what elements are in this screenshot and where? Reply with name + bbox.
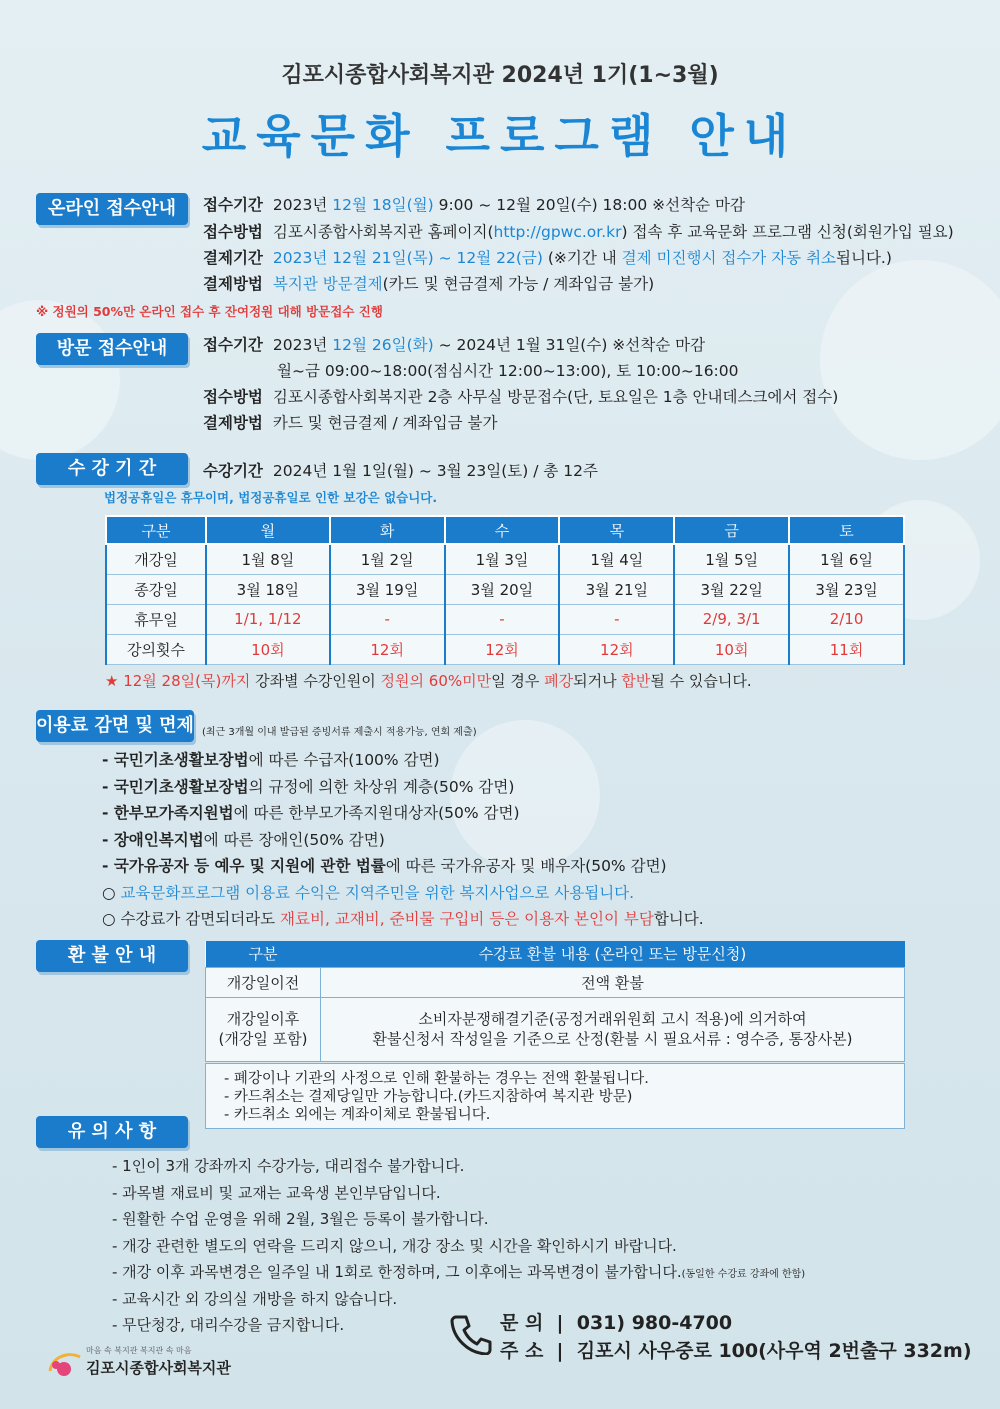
list-item: ○ 수강료가 감면되더라도 재료비, 교재비, 준비물 구입비 등은 이용자 본인이 부담합니다. (102, 910, 704, 928)
online-row-period: 접수기간 2023년 12월 18일(월) 9:00 ~ 12월 20일(수) 18:00 ※선착순 마감 (203, 196, 745, 214)
list-item: - 국민기초생활보장법에 따른 수급자(100% 감면) (102, 751, 440, 769)
table-row: 강의횟수 10회 12회 12회 12회 10회 11회 (106, 634, 904, 664)
col-header: 수강료 환불 내용 (온라인 또는 방문신청) (321, 941, 905, 967)
col-header: 구분 (106, 516, 206, 544)
col-header: 수 (445, 516, 560, 544)
online-row-method: 접수방법 김포시종합사회복지관 홈페이지(http://gpwc.or.kr) 접속 후 교육문화 프로그램 신청(회원가입 필요) (203, 223, 954, 241)
list-item: - 개강 관련한 별도의 연락을 드리지 않으니, 개강 장소 및 시간을 확인하시기 바랍니다. (112, 1236, 677, 1255)
col-header: 토 (789, 516, 904, 544)
period-row: 수강기간 2024년 1월 1일(월) ~ 3월 23일(토) / 총 12주 (203, 462, 598, 480)
col-header: 구분 (206, 941, 321, 967)
online-row-payment-period: 결제기간 2023년 12월 21일(목) ~ 12월 22(금) (※기간 내 결제 미진행시 접수가 자동 취소됩니다.) (203, 249, 892, 267)
list-item: - 개강 이후 과목변경은 일주일 내 1회로 한정하며, 그 이후에는 과목변경이 불가합니다.(동일한 수강료 강좌에 한함) (112, 1263, 806, 1281)
table-row: 종강일 3월 18일 3월 19일 3월 20일 3월 21일 3월 22일 3월 23일 (106, 574, 904, 604)
refund-notes (205, 1063, 905, 1129)
list-item: - 1인이 3개 강좌까지 수강가능, 대리접수 불가합니다. (112, 1157, 465, 1175)
discount-badge: 이용료 감면 및 면제 (36, 710, 194, 742)
online-badge: 온라인 접수안내 (36, 193, 188, 225)
visit-badge: 방문 접수안내 (36, 333, 188, 365)
table-row: 개강일이후 (개강일 포함) 소비자분쟁해결기준(공정거래위원회 고시 적용)에 의거하여 환불신청서 작성일을 기준으로 산정(환불 시 필요서류 : 영수증, 통장사본) (206, 997, 905, 1061)
contact-address: 주 소 | 김포시 사우중로 100(사우역 2번출구 332m) (500, 1340, 972, 1362)
discount-list (102, 748, 704, 934)
list-item: - 국가유공자 등 예우 및 지원에 관한 법률에 따른 국가유공자 및 배우자(50% 감면) (102, 857, 667, 875)
list-item: - 과목별 재료비 및 교재는 교육생 본인부담입니다. (112, 1183, 441, 1202)
phone-icon (450, 1313, 492, 1355)
homepage-link[interactable]: http://gpwc.or.kr (493, 223, 622, 241)
contact-phone: 문 의 | 031) 980-4700 (500, 1312, 733, 1334)
visit-row-payment: 결제방법 카드 및 현금결제 / 계좌입금 불가 (203, 414, 498, 432)
online-notice: ※ 정원의 50%만 온라인 접수 후 잔여정원 대해 방문접수 진행 (36, 304, 383, 319)
refund-badge: 환 불 안 내 (36, 940, 188, 972)
visit-row-period: 접수기간 2023년 12월 26일(화) ~ 2024년 1월 31일(수) ※선착순 마감 (203, 336, 706, 354)
row-label: 접수기간 (203, 196, 263, 214)
visit-row-hours: 월~금 09:00~18:00(점심시간 12:00~13:00), 토 10:00~16:00 (277, 362, 739, 380)
discount-note: (최근 3개월 이내 발급된 증빙서류 제출시 적용가능, 연회 제출) (202, 727, 477, 738)
col-header: 금 (674, 516, 789, 544)
period-badge: 수 강 기 간 (36, 453, 188, 485)
page-title: 교육문화 프로그램 안내 (201, 109, 799, 163)
col-header: 화 (330, 516, 445, 544)
schedule-table (105, 515, 905, 665)
table-row: 개강일이전 전액 환불 (206, 967, 905, 997)
list-item: - 폐강이나 기관의 사정으로 인해 환불하는 경우는 전액 환불됩니다. (224, 1071, 649, 1087)
list-item: - 국민기초생활보장법의 규정에 의한 차상위 계층(50% 감면) (102, 777, 515, 796)
online-row-payment-method: 결제방법 복지관 방문결제(카드 및 현금결제 가능 / 계좌입금 불가) (203, 275, 655, 293)
caution-badge: 유 의 사 항 (36, 1116, 188, 1148)
list-item: - 무단청강, 대리수강을 금지합니다. (112, 1316, 345, 1334)
list-item: - 카드취소는 결제당일만 가능합니다.(카드지참하여 복지관 방문) (224, 1089, 633, 1105)
closing-warning: ★ 12월 28일(목)까지 강좌별 수강인원이 정원의 60%미만일 경우 폐강되거나 합반될 수 있습니다. (105, 672, 752, 690)
visit-row-method: 접수방법 김포시종합사회복지관 2층 사무실 방문접수(단, 토요일은 1층 안내데스크에서 접수) (203, 388, 839, 406)
list-item: ○ 교육문화프로그램 이용료 수익은 지역주민을 위한 복지사업으로 사용됩니다. (102, 883, 635, 902)
logo-name: 김포시종합사회복지관 (86, 1359, 231, 1377)
list-item: - 한부모가족지원법에 따른 한부모가족지원대상자(50% 감면) (102, 804, 520, 822)
schedule-header-row (106, 516, 904, 544)
holiday-notice: 법정공휴일은 휴무이며, 법정공휴일로 인한 보강은 없습니다. (104, 490, 438, 505)
logo-slogan: 마음 속 복지관 복지관 속 마음 (86, 1346, 192, 1355)
list-item: - 교육시간 외 강의실 개방을 하지 않습니다. (112, 1289, 398, 1308)
page-subtitle: 김포시종합사회복지관 2024년 1기(1~3월) (281, 63, 719, 88)
col-header: 목 (559, 516, 674, 544)
table-row: 개강일 1월 8일 1월 2일 1월 3일 1월 4일 1월 5일 1월 6일 (106, 544, 904, 574)
table-row: 휴무일 1/1, 1/12 - - - 2/9, 3/1 2/10 (106, 604, 904, 634)
refund-table (205, 941, 905, 1062)
col-header: 월 (206, 516, 330, 544)
contact-info (500, 1308, 972, 1364)
list-item: - 카드취소 외에는 계좌이체로 환불됩니다. (224, 1107, 491, 1123)
list-item: - 원활한 수업 운영을 위해 2월, 3월은 등록이 불가합니다. (112, 1210, 489, 1228)
logo-icon (46, 1349, 84, 1379)
snow-ornament (820, 260, 1000, 460)
snow-ornament (0, 300, 120, 460)
list-item: - 장애인복지법에 따른 장애인(50% 감면) (102, 830, 385, 849)
